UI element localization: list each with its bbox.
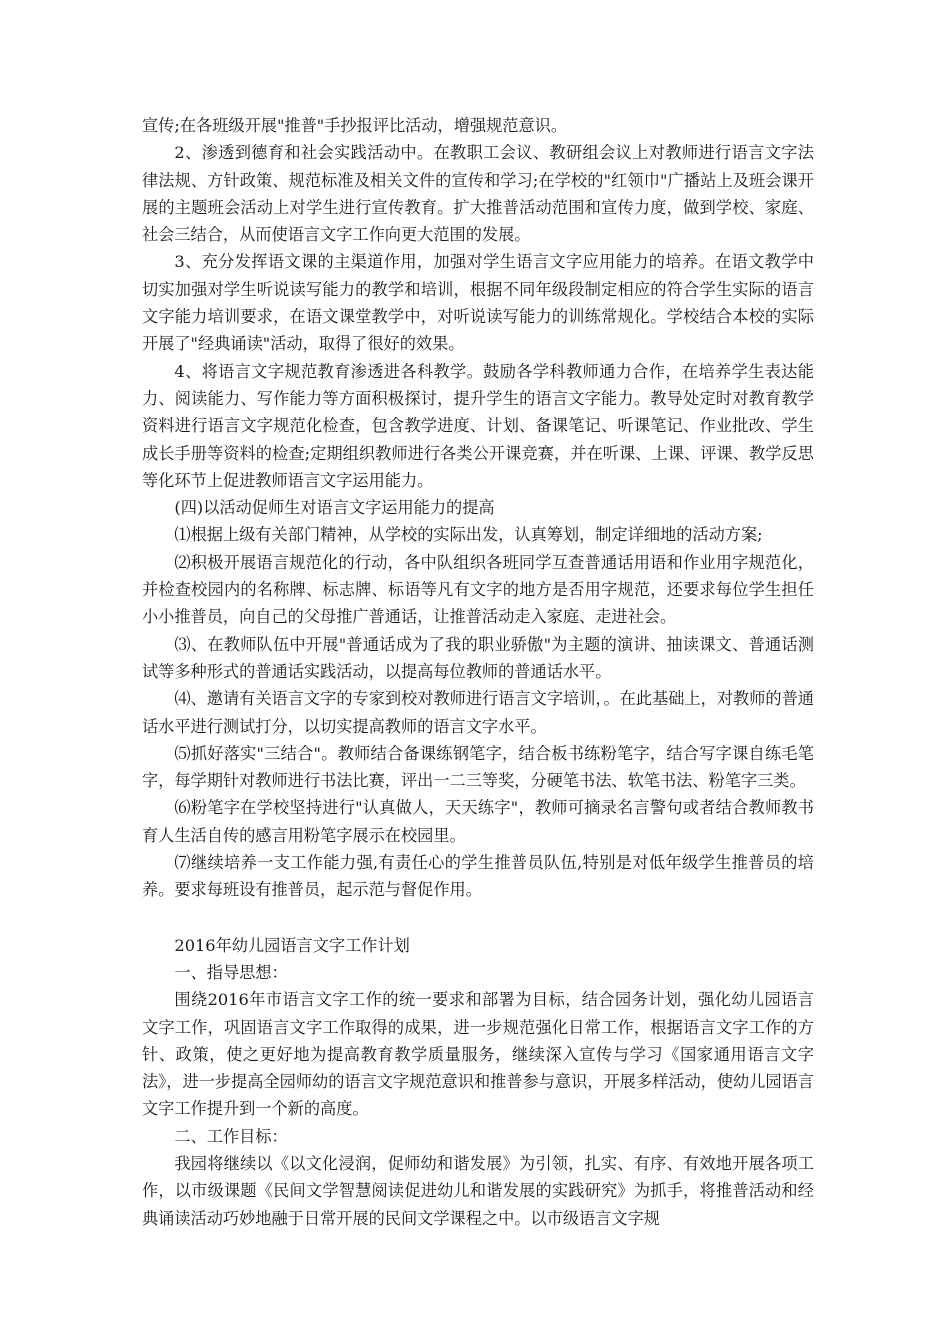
paragraph: 2、渗透到德育和社会实践活动中。在教职工会议、教研组会议上对教师进行语言文字法律法规、方针政策、规范标准及相关文件的宣传和学习;在学校的"红领巾"广播站上及班会课开展的主题班会活动上对学生进行宣传教育。扩大推普活动范围和宣传力度，做到学校、家庭、社会三结合，从而使语言文字工作向更大范围的发展。	[142, 143, 814, 245]
paragraph: 3、充分发挥语文课的主渠道作用，加强对学生语言文字应用能力的培养。在语文教学中切实加强对学生听说读写能力的教学和培训，根据不同年级段制定相应的符合学生实际的语言文字能力培训要求，在语文课堂教学中，对听说读写能力的训练常规化。学校结合本校的实际开展了"经典诵读"活动，取得了很好的效果。	[142, 252, 814, 354]
list-item: ⑹粉笔字在学校坚持进行"认真做人，天天练字"，教师可摘录名言警句或者结合教师教书育人生活自传的感言用粉笔字展示在校园里。	[142, 798, 814, 845]
section-heading: (四)以活动促师生对语言文字运用能力的提高	[174, 498, 495, 518]
paragraph: 我园将继续以《以文化浸润，促师幼和谐发展》为引领，扎实、有序、有效地开展各项工作，以市级课题《民间文学智慧阅读促进幼儿和谐发展的实践研究》为抓手，将推普活动和经典诵读活动巧妙地融于日常开展的民间文学课程之中。以市级语言文字规	[142, 1153, 814, 1228]
document-page	[142, 112, 814, 1232]
section-school-plan	[142, 112, 814, 904]
list-item: ⑷、邀请有关语言文字的专家到校对教师进行语言文字培训，。在此基础上，对教师的普通话水平进行测试打分，以切实提高教师的语言文字水平。	[142, 689, 814, 736]
paragraph: 宣传;在各班级开展"推普"手抄报评比活动，增强规范意识。	[142, 116, 568, 135]
section-kindergarten-plan	[142, 932, 814, 1232]
list-item: ⑶、在教师队伍中开展"普通话成为了我的职业骄傲"为主题的演讲、抽读课文、普通话测试等多种形式的普通话实践活动，以提高每位教师的普通话水平。	[142, 634, 814, 681]
paragraph: 4、将语言文字规范教育渗透进各科教学。鼓励各学科教师通力合作，在培养学生表达能力、阅读能力、写作能力等方面积极探讨，提升学生的语言文字能力。教导处定时对教育教学资料进行语言文字规范化检查，包含教学进度、计划、备课笔记、听课笔记、作业批改、学生成长手册等资料的检查;定期组织教师进行各类公开课竞赛，并在听课、上课、评课、教学反思等化环节上促进教师语言文字运用能力。	[142, 361, 814, 490]
document-title: 2016年幼儿园语言文字工作计划	[174, 935, 410, 955]
list-item: ⑸抓好落实"三结合"。教师结合备课练钢笔字，结合板书练粉笔字，结合写字课自练毛笔字，每学期针对教师进行书法比赛，评出一二三等奖，分硬笔书法、软笔书法、粉笔字三类。	[142, 743, 814, 791]
section-gap	[142, 904, 814, 930]
section-heading: 二、工作目标：	[174, 1126, 288, 1146]
paragraph: 围绕2016年市语言文字工作的统一要求和部署为目标，结合园务计划，强化幼儿园语言文字工作，巩固语言文字工作取得的成果，进一步规范强化日常工作，根据语言文字工作的方针、政策，使之更好地为提高教育教学质量服务，继续深入宣传与学习《国家通用语言文字法》，进一步提高全园师幼的语言文字规范意识和推普参与意识，开展多样活动，使幼儿园语言文字工作提升到一个新的高度。	[142, 990, 814, 1119]
list-item: ⑵积极开展语言规范化的行动，各中队组织各班同学互查普通话用语和作业用字规范化，并检查校园内的名称牌、标志牌、标语等凡有文字的地方是否用字规范，还要求每位学生担任小小推普员，向自己的父母推广普通话，让推普活动走入家庭、走进社会。	[142, 552, 814, 627]
section-heading: 一、指导思想：	[174, 962, 288, 982]
list-item: ⑴根据上级有关部门精神，从学校的实际出发，认真筹划，制定详细地的活动方案;	[174, 525, 763, 545]
list-item: ⑺继续培养一支工作能力强,有责任心的学生推普员队伍,特别是对低年级学生推普员的培养。要求每班设有推普员，起示范与督促作用。	[142, 853, 814, 900]
